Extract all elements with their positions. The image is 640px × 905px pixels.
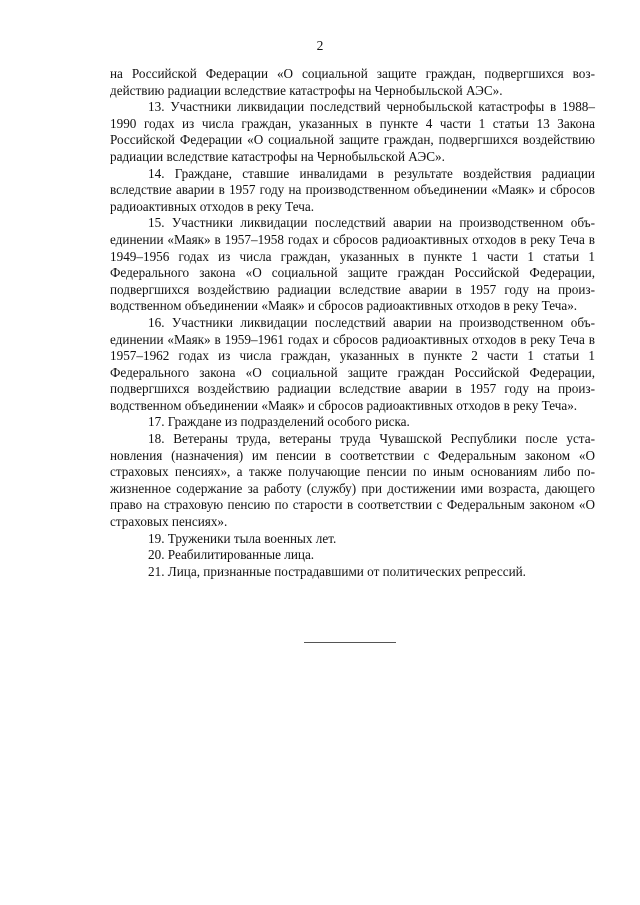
paragraph-item-13: 13. Участники ликвидации последствий чернобыльской катастрофы в 1988–1990 годах из числа граждан, указанных в пункте 4 части 1 статьи 13 Закона Российской Федерации «О социальной защите граждан, подвергшихся воздействию радиации вследствие катастрофы на Чернобыльской АЭС». [110, 99, 595, 164]
paragraph-continuation: на Российской Федерации «О социальной защите граждан, подвергшихся воздействию радиации вследствие катастрофы на Чернобыльской АЭС». [110, 66, 595, 98]
end-divider-line [304, 642, 396, 643]
paragraph-item-20: 20. Реабилитированные лица. [148, 547, 315, 563]
page-number: 2 [316, 38, 324, 53]
paragraph-item-18: 18. Ветераны труда, ветераны труда Чувашской Республики после установления (назначения) им пенсии в соответствии с Федеральным законом «О страховых пенсиях», а также получающие пенсии по иным основаниям либо пожизненное содержание за работу (службу) при достижении ими возраста, дающего право на страховую пенсию по старости в соответствии с Федеральным законом «О страховых пенсиях». [110, 431, 595, 530]
paragraph-item-17: 17. Граждане из подразделений особого риска. [148, 414, 410, 430]
paragraph-item-16: 16. Участники ликвидации последствий аварии на производственном объединении «Маяк» в 1959–1961 годах и сбросов радиоактивных отходов в реку Теча в 1957–1962 годах из числа граждан, указанных в пункте 2 части 1 статьи 1 Федерального закона «О социальной защите граждан Российской Федерации, подвергшихся воздействию радиации вследствие аварии в 1957 году на производственном объединении «Маяк» и сбросов радиоактивных отходов в реку Теча». [110, 314, 595, 413]
paragraph-item-15: 15. Участники ликвидации последствий аварии на производственном объединении «Маяк» в 1957–1958 годах и сбросов радиоактивных отходов в реку Теча в 1949–1956 годах из числа граждан, указанных в пункте 1 части 1 статьи 1 Федерального закона «О социальной защите граждан Российской Федерации, подвергшихся воздействию радиации вследствие аварии в 1957 году на производственном объединении «Маяк» и сбросов радиоактивных отходов в реку Теча». [110, 215, 595, 314]
paragraph-item-19: 19. Труженики тыла военных лет. [148, 530, 337, 546]
paragraph-item-14: 14. Граждане, ставшие инвалидами в результате воздействия радиации вследствие аварии в 1957 году на производственном объединении «Маяк» и сбросов радиоактивных отходов в реку Теча. [110, 165, 595, 214]
paragraph-item-21: 21. Лица, признанные пострадавшими от политических репрессий. [148, 563, 526, 579]
document-body [110, 66, 595, 580]
